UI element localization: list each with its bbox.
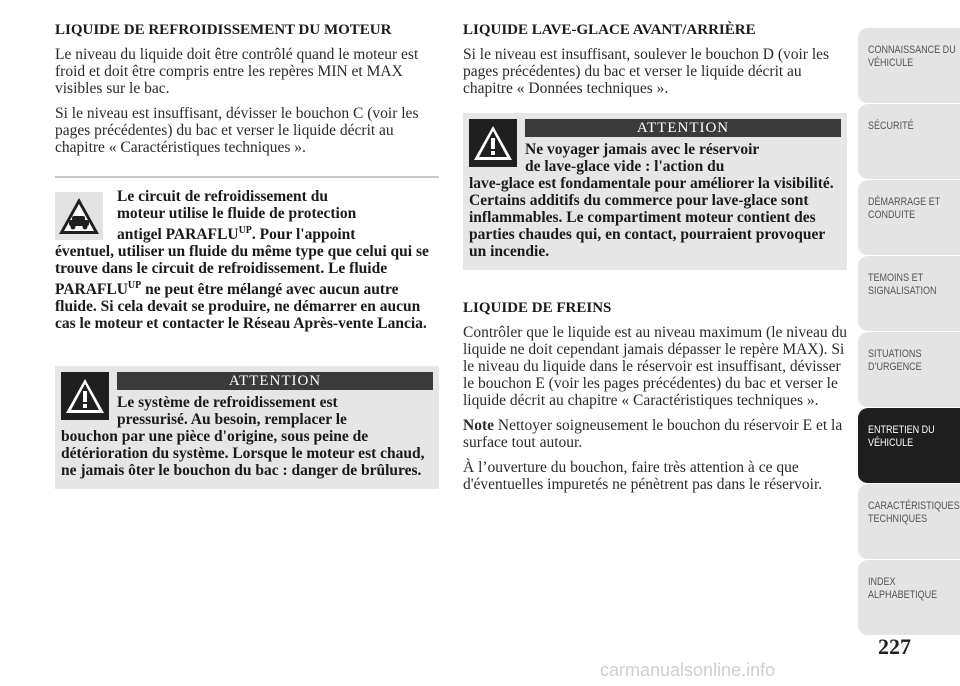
tab-temoins-et-signalisation[interactable] bbox=[858, 256, 960, 332]
note-rest bbox=[55, 243, 429, 332]
chapter-sidebar bbox=[858, 28, 960, 636]
tab-label-line1: INDEX bbox=[868, 576, 896, 588]
brake-paragraph-1: Contrôler que le liquide est au niveau maximum (le niveau du liquide ne doit cependant jamais dépasser le repère MAX). Si le niveau du liquide dans le réservoir est insuffisant, dévisser le bouchon E (voir les pages précédentes) du bac et verser le liquide décrit au chapitre « Caractéristiques techniques ». bbox=[463, 324, 847, 409]
warning-rest: lave-glace est fondamentale pour améliorer la visibilité. Certains additifs du commerce pour lave-glace sont inflammables. Le compartiment moteur contient des parties chaudes qui, en contact, pourraient provoquer un incendie. bbox=[469, 175, 834, 260]
washer-paragraph: Si le niveau est insuffisant, soulever le bouchon D (voir les pages précédentes) du bac et verser le liquide décrit au chapitre « Données techniques ». bbox=[463, 46, 830, 97]
tab-label-line1: DÉMARRAGE ET bbox=[868, 196, 941, 208]
tab-label-line1: CARACTÉRISTIQUES bbox=[868, 500, 960, 512]
tab-entretien-du-vehicule[interactable] bbox=[858, 408, 960, 484]
brake-note bbox=[463, 417, 847, 451]
tab-label-line2: VÉHICULE bbox=[868, 57, 914, 69]
note-line-2: moteur utilise le fluide de protection bbox=[117, 205, 357, 222]
tab-situations-d-urgence[interactable] bbox=[858, 332, 960, 408]
tab-label-line2: SIGNALISATION bbox=[868, 285, 937, 297]
coolant-note-box bbox=[55, 176, 439, 332]
warning-line-1: Le système de refroidissement est bbox=[117, 394, 338, 412]
note-line-3a: antigel PARAFLU bbox=[117, 226, 239, 244]
tab-securite[interactable] bbox=[858, 104, 960, 180]
warning-icon bbox=[469, 119, 517, 167]
tab-caracteristiques-techniques[interactable] bbox=[858, 484, 960, 560]
coolant-note-text bbox=[55, 188, 439, 332]
tab-label-line1: CONNAISSANCE DU bbox=[868, 44, 956, 56]
brake-heading: LIQUIDE DE FREINS bbox=[463, 300, 612, 316]
note-line-3 bbox=[55, 222, 439, 243]
warning-title: ATTENTION bbox=[525, 119, 841, 137]
tab-demarrage-et-conduite[interactable] bbox=[858, 180, 960, 256]
tab-label-line1: SITUATIONS bbox=[868, 348, 922, 360]
tab-index-alphabetique[interactable] bbox=[858, 560, 960, 636]
washer-warning-box bbox=[463, 113, 847, 270]
tab-label-line2: TECHNIQUES bbox=[868, 513, 928, 525]
note-sup-2: UP bbox=[127, 280, 142, 292]
tab-label-line2: D’URGENCE bbox=[868, 361, 922, 373]
warning-rest: bouchon par une pièce d'origine, sous peine de détérioration du système. Lorsque le moteur est chaud, ne jamais ôter le bouchon du bac : danger de brûlures. bbox=[61, 428, 425, 480]
watermark: carmanualsonline.info bbox=[600, 660, 776, 680]
right-column bbox=[463, 22, 847, 501]
note-sup-1: UP bbox=[238, 225, 252, 236]
note-line-3b: . Pour l'appoint bbox=[251, 226, 356, 244]
warning-line-2: pressurisé. Au besoin, remplacer le bbox=[117, 411, 347, 429]
note-line-1: Le circuit de refroidissement du bbox=[117, 188, 328, 205]
coolant-paragraph-2: Si le niveau est insuffisant, dévisser le bouchon C (voir les pages précédentes) du bac et verser le liquide décrit au chapitre « Caractéristiques techniques ». bbox=[55, 105, 419, 156]
note-rest-b: ne peut être mélangé avec aucun autre fluide. Si cela devait se produire, ne démarrer en aucun cas le moteur et contacter le Réseau Après-vente Lancia. bbox=[55, 281, 427, 333]
note-rest-a: éventuel, utiliser un fluide du même type que celui qui se trouve dans le circuit de refroidissement. Le fluide PARAFLU bbox=[55, 243, 429, 299]
tab-label-line1: TEMOINS ET bbox=[868, 272, 924, 284]
warning-icon bbox=[61, 372, 109, 420]
tab-label-line1: SÉCURITÉ bbox=[868, 120, 914, 132]
washer-warning-text bbox=[469, 141, 841, 260]
warning-line-1: Ne voyager jamais avec le réservoir bbox=[525, 141, 760, 158]
car-note-icon bbox=[55, 192, 103, 240]
tab-label-line2: CONDUITE bbox=[868, 209, 916, 221]
coolant-warning-box bbox=[55, 366, 439, 489]
tab-label-line2: ALPHABETIQUE bbox=[868, 589, 938, 601]
tab-connaissance-du-vehicule[interactable] bbox=[858, 28, 960, 104]
brake-paragraph-3: À l’ouverture du bouchon, faire très attention à ce que d'éventuelles impuretés ne pénètrent pas dans le réservoir. bbox=[463, 459, 823, 493]
tab-label-line1: ENTRETIEN DU bbox=[868, 424, 935, 436]
left-column bbox=[55, 22, 439, 489]
warning-line-2: de lave-glace vide : l'action du bbox=[525, 158, 725, 175]
coolant-heading: LIQUIDE DE REFROIDISSEMENT DU MOTEUR bbox=[55, 22, 392, 38]
page-number: 227 bbox=[878, 634, 911, 659]
coolant-warning-text bbox=[61, 394, 433, 479]
warning-title: ATTENTION bbox=[117, 372, 433, 390]
brake-note-label: Note bbox=[463, 417, 494, 434]
washer-heading: LIQUIDE LAVE-GLACE AVANT/ARRIÈRE bbox=[463, 22, 756, 38]
coolant-paragraph-1: Le niveau du liquide doit être contrôlé quand le moteur est froid et doit être compris entre les repères MIN et MAX visibles sur le bac. bbox=[55, 46, 419, 97]
brake-note-text: Nettoyer soigneusement le bouchon du réservoir E et la surface tout autour. bbox=[463, 417, 843, 451]
tab-label-line2: VÉHICULE bbox=[868, 437, 914, 449]
